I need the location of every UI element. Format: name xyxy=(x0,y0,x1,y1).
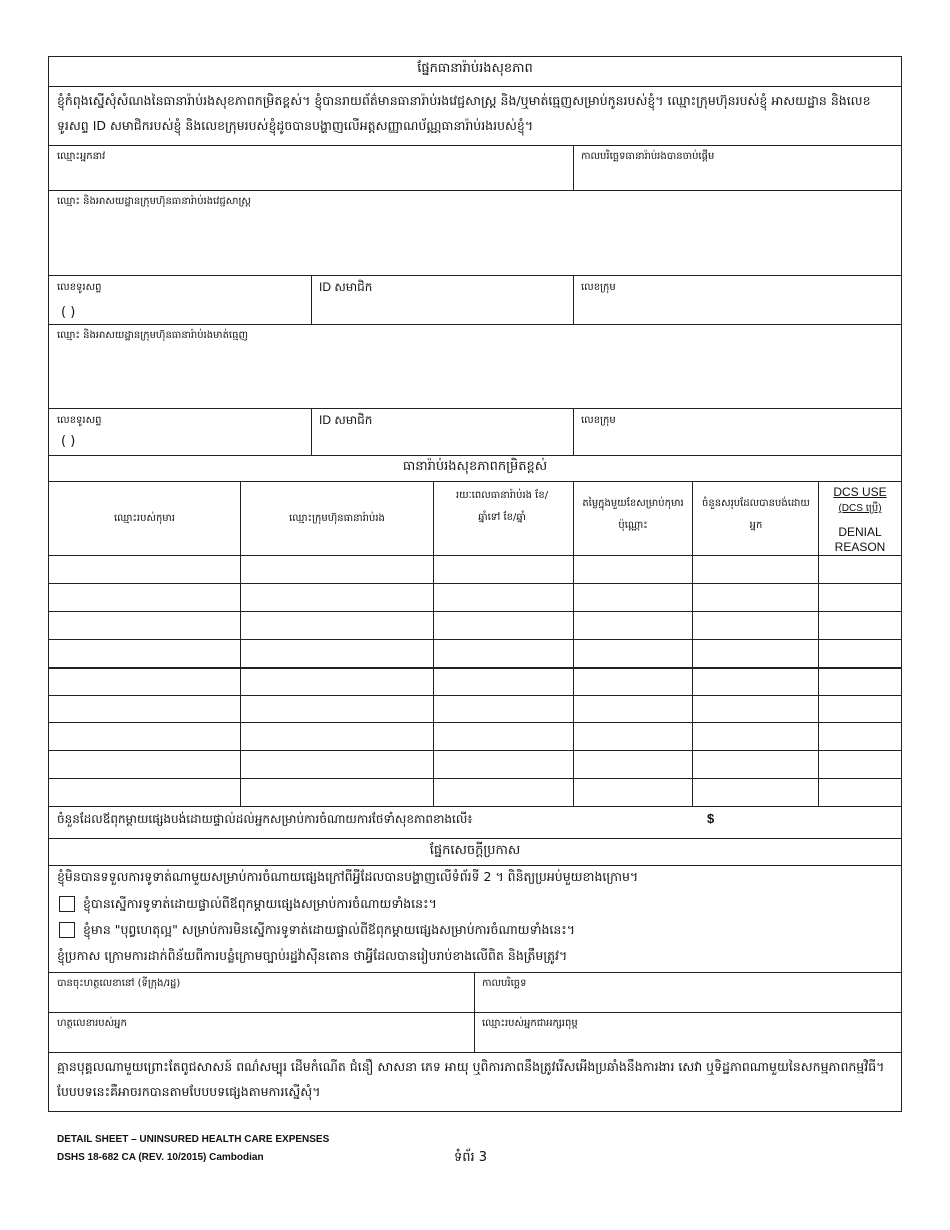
table-row xyxy=(49,750,901,778)
cell-total-paid[interactable] xyxy=(693,668,817,694)
cell-child-name[interactable] xyxy=(50,612,239,638)
cell-insurance-company[interactable] xyxy=(241,751,432,777)
dcs-use-label: DCS USE xyxy=(833,485,887,499)
group-number-label-2: លេខក្រុម xyxy=(581,415,616,426)
cell-coverage-period[interactable] xyxy=(434,612,572,638)
cell-total-paid[interactable] xyxy=(693,723,817,749)
option-2-checkbox[interactable] xyxy=(59,922,75,938)
row-divider xyxy=(49,778,901,779)
cell-total-paid[interactable] xyxy=(693,556,817,582)
option-1-checkbox[interactable] xyxy=(59,896,75,912)
certify-statement: ខ្ញុំប្រកាស ក្រោមការដាក់ពិន័យពីការបន្លំក្រោមច្បាប់រដ្ឋវ៉ាស៊ីនតោន ថាអ្វីដែលបានរៀបរាប់ខាងលើពិត និងត្រឹមត្រូវ។ xyxy=(57,948,568,963)
declaration-section-header: ផ្នែកសេចក្តីប្រកាស xyxy=(429,843,521,858)
cell-insurance-company[interactable] xyxy=(241,556,432,582)
option-1-label: ខ្ញុំបានស្នើការទូទាត់ដោយផ្ទាល់ពីឪពុកម្តាយផ្សេងសម្រាប់ការចំណាយទាំងនេះ។ xyxy=(83,896,437,911)
phone-label: លេខទូរសព្ទ xyxy=(57,282,102,293)
cell-dcs-denial-reason[interactable] xyxy=(819,696,900,722)
cell-coverage-period[interactable] xyxy=(434,556,572,582)
member-id-label: ID សមាជិក xyxy=(319,280,373,294)
table-row xyxy=(49,695,901,723)
member-id-label-2: ID សមាជិក xyxy=(319,413,373,427)
table-row xyxy=(49,611,901,639)
cell-insurance-company[interactable] xyxy=(241,612,432,638)
print-name-field[interactable] xyxy=(475,1013,901,1052)
cell-child-name[interactable] xyxy=(50,584,239,610)
cell-dcs-denial-reason[interactable] xyxy=(819,640,900,666)
dental-company-label: ឈ្មោះ និងអាសយដ្ឋានក្រុមហ៊ុនធានារ៉ាប់រងមាត់ធ្មេញ xyxy=(57,330,248,341)
cell-insurance-company[interactable] xyxy=(241,779,432,805)
subscriber-name-field[interactable] xyxy=(49,146,573,190)
cell-monthly-cost[interactable] xyxy=(574,751,691,777)
coverage-start-field[interactable] xyxy=(574,146,901,190)
cell-monthly-cost[interactable] xyxy=(574,696,691,722)
table-row xyxy=(49,555,901,583)
cell-child-name[interactable] xyxy=(50,640,239,666)
cell-child-name[interactable] xyxy=(50,556,239,582)
cell-child-name[interactable] xyxy=(50,779,239,805)
total-line-label: ចំនួនដែលឪពុកម្តាយផ្សេងបង់ដោយផ្ទាល់ដល់អ្នកសម្រាប់ការចំណាយការថែទាំសុខភាពខាងលើ៖ xyxy=(57,812,473,826)
cell-child-name[interactable] xyxy=(50,668,239,694)
cell-child-name[interactable] xyxy=(50,696,239,722)
phone-parens-2: ( ) xyxy=(61,434,76,449)
row-divider xyxy=(49,750,901,751)
date-label: កាលបរិច្ឆេទ xyxy=(482,978,527,989)
table-row xyxy=(49,667,901,695)
group-number-label: លេខក្រុម xyxy=(581,282,616,293)
print-name-label: ឈ្មោះរបស់អ្នកជាអក្សរពុម្ព xyxy=(482,1018,578,1029)
row-divider xyxy=(49,639,901,640)
cell-monthly-cost[interactable] xyxy=(574,668,691,694)
cell-monthly-cost[interactable] xyxy=(574,556,691,582)
option-2-label: ខ្ញុំមាន "បុព្វហេតុល្អ" សម្រាប់ការមិនស្នើការទូទាត់ដោយផ្ទាល់ពីឪពុកម្តាយផ្សេងសម្រាប់ការចំណាយទាំងនេះ។ xyxy=(83,922,576,937)
cell-monthly-cost[interactable] xyxy=(574,723,691,749)
col-monthly-cost: តម្លៃក្នុងមួយខែសម្រាប់កុមារប៉ុណ្ណោះ xyxy=(582,498,684,531)
col-child-name: ឈ្មោះរបស់កុមារ xyxy=(113,513,176,524)
footer-form-id: DSHS 18-682 CA (REV. 10/2015) Cambodian xyxy=(57,1152,264,1163)
cell-insurance-company[interactable] xyxy=(241,584,432,610)
premium-section-header: ធានារ៉ាប់រងសុខភាពកម្រិតខ្ពស់ xyxy=(402,459,548,474)
table-row xyxy=(49,722,901,750)
table-row xyxy=(49,583,901,611)
row-divider xyxy=(49,667,901,669)
cell-total-paid[interactable] xyxy=(693,640,817,666)
row-divider xyxy=(49,695,901,696)
table-row xyxy=(49,639,901,667)
cell-insurance-company[interactable] xyxy=(241,668,432,694)
col-total-paid: ចំនួនសរុបដែលបានបង់ដោយអ្នក xyxy=(702,498,810,531)
total-amount-field[interactable] xyxy=(721,808,899,836)
member-id-field-2[interactable] xyxy=(312,409,573,455)
subscriber-name-label: ឈ្មោះអ្នកនាវ xyxy=(57,151,106,162)
cell-monthly-cost[interactable] xyxy=(574,640,691,666)
declaration-intro: ខ្ញុំមិនបានទទួលការទូទាត់ណាមួយសម្រាប់ការចំណាយផ្សេងក្រៅពីអ្វីដែលបានបង្ហាញលើទំព័រទី 2 ។ ពិនិត្យប្រអប់មួយខាងក្រោម។ xyxy=(57,869,639,884)
cell-monthly-cost[interactable] xyxy=(574,612,691,638)
cell-dcs-denial-reason[interactable] xyxy=(819,556,900,582)
row-divider xyxy=(49,611,901,612)
denial-label: DENIAL xyxy=(838,525,882,539)
insurance-section-header: ផ្នែកធានារ៉ាប់រងសុខភាព xyxy=(417,61,533,76)
cell-dcs-denial-reason[interactable] xyxy=(819,751,900,777)
row-divider xyxy=(49,583,901,584)
phone-label-2: លេខទូរសព្ទ xyxy=(57,415,102,426)
nondiscrimination-statement: គ្មានបុគ្គលណាមួយព្រោះតែពូជសាសន៍ ពណ៌សម្បុរ ដើមកំណើត ជំនឿ សាសនា ភេទ អាយុ ឬពិការភាពនឹងត្រូវរើសអើងប្រឆាំងនឹងការងារ សេវា ឬទិដ្ឋភាពណាមួយនៃសកម្មភាពកម្មវិធី។ បែបបទនេះគឺអាចរកបានតាមបែបបទផ្សេងតាមការស្នើសុំ។ xyxy=(57,1059,885,1099)
cell-dcs-denial-reason[interactable] xyxy=(819,584,900,610)
phone-parens: ( ) xyxy=(61,305,76,320)
table-row xyxy=(49,778,901,806)
cell-insurance-company[interactable] xyxy=(241,696,432,722)
coverage-start-label: កាលបរិច្ឆេទធានារ៉ាប់រងបានចាប់ផ្តើម xyxy=(581,151,715,162)
signed-at-label: បានចុះហត្ថលេខានៅ (ទីក្រុង/រដ្ឋ) xyxy=(57,978,181,989)
cell-total-paid[interactable] xyxy=(693,612,817,638)
medical-company-field[interactable] xyxy=(49,191,901,274)
dental-company-field[interactable] xyxy=(49,325,901,407)
cell-coverage-period[interactable] xyxy=(434,668,572,694)
cell-total-paid[interactable] xyxy=(693,751,817,777)
cell-total-paid[interactable] xyxy=(693,696,817,722)
date-field[interactable] xyxy=(475,973,901,1012)
page-number: ទំព័រ 3 xyxy=(454,1150,488,1165)
dollar-sign: $ xyxy=(707,811,715,826)
cell-dcs-denial-reason[interactable] xyxy=(819,779,900,805)
cell-total-paid[interactable] xyxy=(693,584,817,610)
cell-dcs-denial-reason[interactable] xyxy=(819,723,900,749)
dcs-use-km-label: (DCS ប្រើ) xyxy=(838,503,882,514)
cell-coverage-period[interactable] xyxy=(434,584,572,610)
intro-text: ខ្ញុំកំពុងស្នើសុំសំណងនៃធានារ៉ាប់រងសុខភាពកម្រិតខ្ពស់។ ខ្ញុំបានរាយព័ត៌មានធានារ៉ាប់រងវេជ្ជសាស្ត្រ និង/ឬមាត់ធ្មេញសម្រាប់កូនរបស់ខ្ញុំ។ ឈ្មោះក្រុមហ៊ុនរបស់ខ្ញុំ អាសយដ្ឋាន និងលេខទូរសព្ទ ID សមាជិករបស់ខ្ញុំ និងលេខក្រុមរបស់ខ្ញុំដូចបានបង្ហាញលើអត្តសញ្ញាណប័ណ្ណធានារ៉ាប់រងរបស់ខ្ញុំ។ xyxy=(57,93,871,133)
cell-monthly-cost[interactable] xyxy=(574,779,691,805)
group-number-field[interactable] xyxy=(574,276,901,324)
group-number-field-2[interactable] xyxy=(574,409,901,455)
cell-child-name[interactable] xyxy=(50,723,239,749)
row-divider xyxy=(49,722,901,723)
phone-field[interactable] xyxy=(49,276,311,324)
cell-insurance-company[interactable] xyxy=(241,640,432,666)
footer-title: DETAIL SHEET – UNINSURED HEALTH CARE EXPENSES xyxy=(57,1134,330,1145)
cell-total-paid[interactable] xyxy=(693,779,817,805)
cell-coverage-period[interactable] xyxy=(434,779,572,805)
cell-dcs-denial-reason[interactable] xyxy=(819,668,900,694)
cell-dcs-denial-reason[interactable] xyxy=(819,612,900,638)
cell-coverage-period[interactable] xyxy=(434,640,572,666)
reason-label: REASON xyxy=(834,540,886,554)
member-id-field[interactable] xyxy=(312,276,573,324)
cell-monthly-cost[interactable] xyxy=(574,584,691,610)
phone-field-2[interactable] xyxy=(49,409,311,455)
signed-at-field[interactable] xyxy=(49,973,474,1012)
cell-child-name[interactable] xyxy=(50,751,239,777)
cell-coverage-period[interactable] xyxy=(434,723,572,749)
medical-company-label: ឈ្មោះ និងអាសយដ្ឋានក្រុមហ៊ុនធានារ៉ាប់រងវេជ្ជសាស្ត្រ xyxy=(57,196,251,207)
health-insurance-form xyxy=(48,56,902,1112)
signature-field[interactable] xyxy=(49,1013,474,1052)
cell-coverage-period[interactable] xyxy=(434,696,572,722)
col-coverage-period: រយៈពេលធានារ៉ាប់រង ខែ/ឆ្នាំទៅ ខែ/ឆ្នាំ xyxy=(455,490,549,523)
cell-insurance-company[interactable] xyxy=(241,723,432,749)
signature-label: ហត្ថលេខារបស់អ្នក xyxy=(57,1018,127,1029)
cell-coverage-period[interactable] xyxy=(434,751,572,777)
col-insurance-company: ឈ្មោះក្រុមហ៊ុនធានារ៉ាប់រង xyxy=(289,513,385,524)
